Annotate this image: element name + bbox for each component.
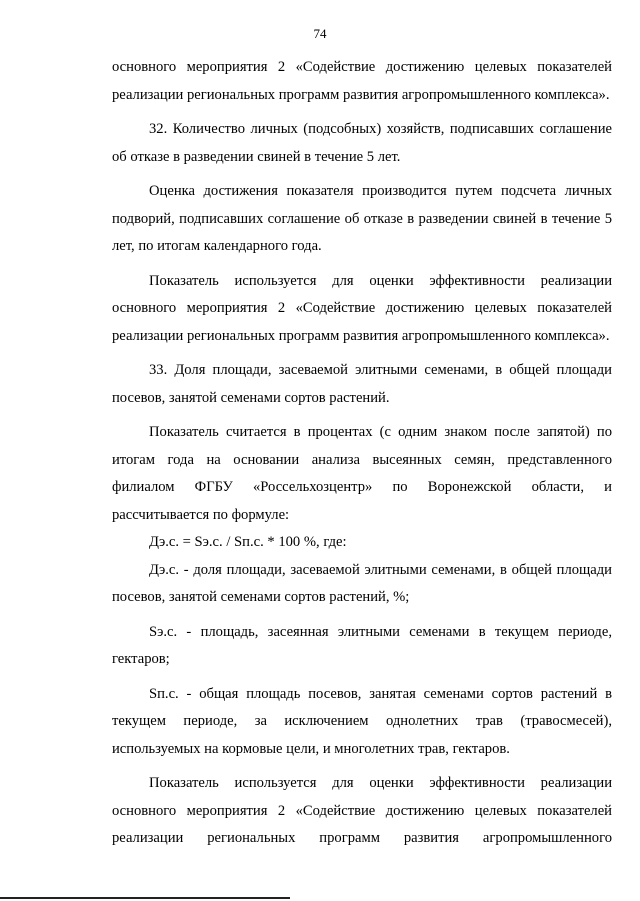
page-number: 74	[313, 26, 327, 41]
paragraph-1: основного мероприятия 2 «Содействие достижению целевых показателей реализации региональных программ развития агропромышленного комплекса».	[112, 59, 612, 103]
paragraph-6: Показатель считается в процентах (с одним знаком после запятой) по итогам года на основании анализа высеянных семян, представленного филиалом ФГБУ «Россельхозцентр» по Воронежской области, и рассчитывается по формуле:	[112, 424, 612, 523]
paragraph-3: Оценка достижения показателя производится путем подсчета личных подворий, подписавших соглашение об отказе в разведении свиней в течение 5 лет, по итогам календарного года.	[112, 183, 612, 254]
paragraph-11: Показатель используется для оценки эффективности реализации основного мероприятия 2 «Содействие достижению целевых показателей реализации региональных программ развития агропромышленного	[112, 775, 612, 846]
formula-definition-sp: Sп.с. - общая площадь посевов, занятая семенами сортов растений в текущем периоде, за исключением однолетних трав (травосмесей), используемых на кормовые цели, и многолетних трав, гектаров.	[112, 685, 612, 757]
formula-definition-se: Sэ.с. - площадь, засеянная элитными семенами в текущем периоде, гектаров;	[112, 623, 612, 667]
paragraph-4: Показатель используется для оценки эффективности реализации основного мероприятия 2 «Содействие достижению целевых показателей реализации региональных программ развития агропромышленного комплекса».	[112, 272, 612, 344]
page-bottom-edge	[0, 897, 290, 899]
formula: Дэ.с. = Sэ.с. / Sп.с. * 100 %, где:	[149, 534, 347, 550]
document-body	[112, 54, 612, 853]
paragraph-5: 33. Доля площади, засеваемой элитными семенами, в общей площади посевов, занятой семенами сортов растений.	[112, 362, 612, 406]
paragraph-2: 32. Количество личных (подсобных) хозяйств, подписавших соглашение об отказе в разведении свиней в течение 5 лет.	[112, 121, 612, 165]
formula-definition-d: Дэ.с. - доля площади, засеваемой элитными семенами, в общей площади посевов, занятой семенами сортов растений, %;	[112, 561, 612, 605]
